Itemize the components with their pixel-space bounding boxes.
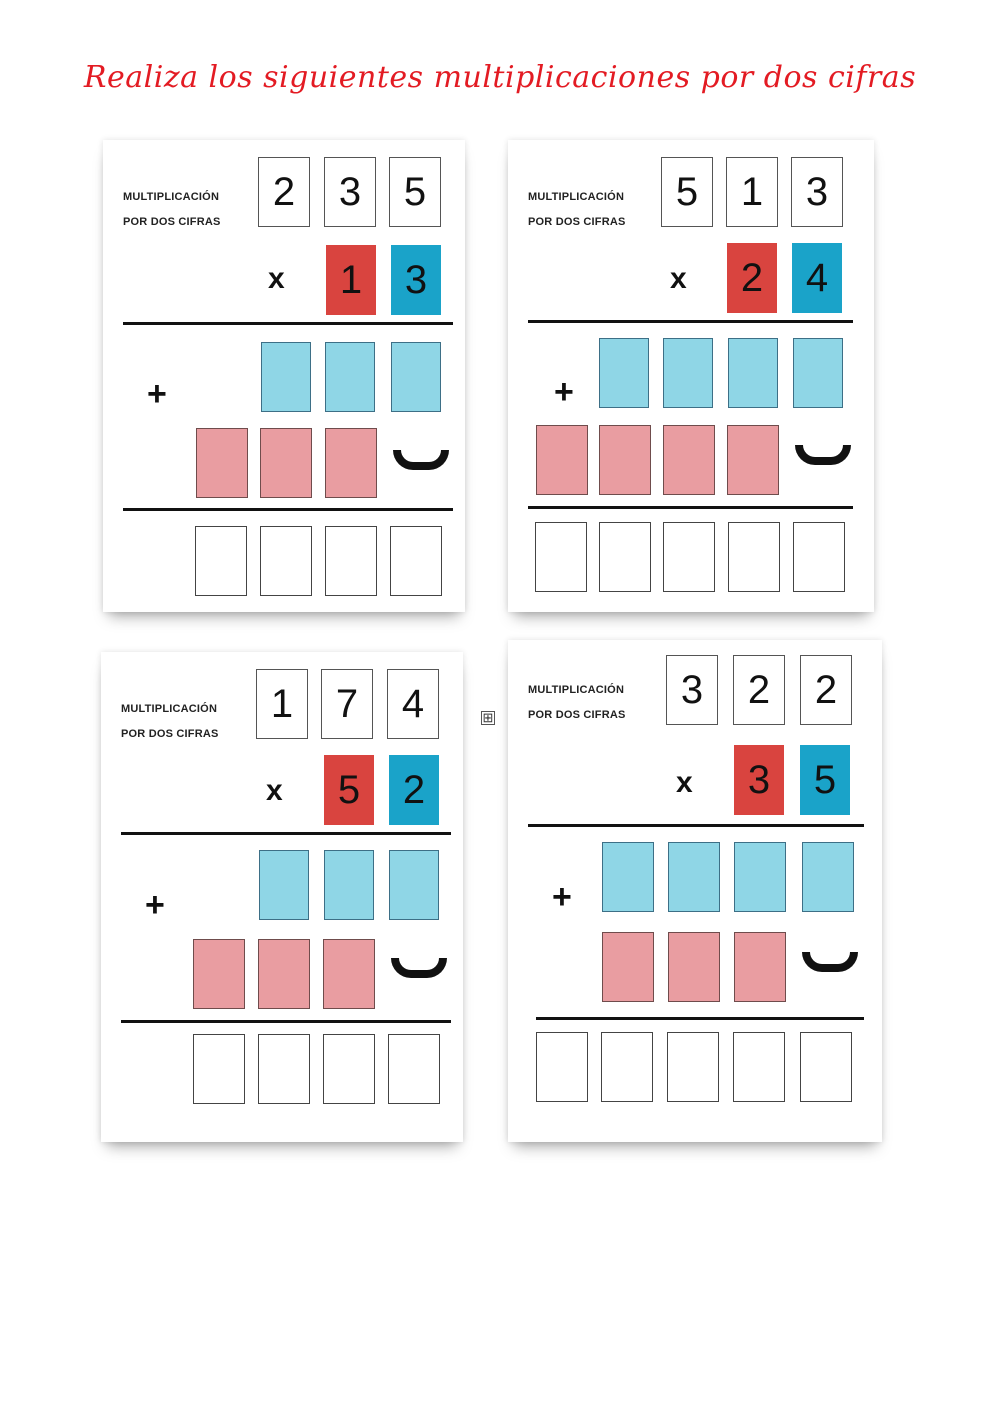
plus-symbol: +	[147, 375, 167, 413]
result-box[interactable]	[390, 526, 442, 596]
partial-1-box[interactable]	[389, 850, 439, 920]
partial-2-box[interactable]	[325, 428, 377, 498]
partial-2-box[interactable]	[536, 425, 588, 495]
times-symbol: x	[676, 766, 693, 799]
result-box[interactable]	[728, 522, 780, 592]
result-box[interactable]	[599, 522, 651, 592]
partial-1-box[interactable]	[599, 338, 649, 408]
exercise-label: MULTIPLICACIÓN POR DOS CIFRAS	[123, 191, 221, 228]
partial-2-box[interactable]	[668, 932, 720, 1002]
multiplicand-hundreds: 5	[661, 157, 713, 227]
partial-1-box[interactable]	[668, 842, 720, 912]
plus-symbol: +	[145, 886, 165, 924]
multiplier-units: 5	[800, 745, 850, 815]
placeholder-smile-icon	[795, 445, 851, 465]
multiplicand-hundreds: 3	[666, 655, 718, 725]
placeholder-smile-icon	[391, 958, 447, 978]
partial-1-box[interactable]	[325, 342, 375, 412]
partial-2-box[interactable]	[599, 425, 651, 495]
multiplicand-tens: 1	[726, 157, 778, 227]
partial-2-box[interactable]	[734, 932, 786, 1002]
plus-symbol: +	[552, 878, 572, 916]
result-box[interactable]	[388, 1034, 440, 1104]
divider-line	[121, 1020, 451, 1023]
multiplier-units: 2	[389, 755, 439, 825]
multiplicand-hundreds: 2	[258, 157, 310, 227]
partial-1-box[interactable]	[391, 342, 441, 412]
result-box[interactable]	[193, 1034, 245, 1104]
divider-line	[528, 320, 853, 323]
partial-1-box[interactable]	[324, 850, 374, 920]
multiplicand-units: 3	[791, 157, 843, 227]
multiplicand-hundreds: 1	[256, 669, 308, 739]
partial-2-box[interactable]	[323, 939, 375, 1009]
partial-2-box[interactable]	[260, 428, 312, 498]
exercise-label: MULTIPLICACIÓN POR DOS CIFRAS	[528, 684, 626, 721]
result-box[interactable]	[663, 522, 715, 592]
multiplier-tens: 1	[326, 245, 376, 315]
result-box[interactable]	[325, 526, 377, 596]
result-box[interactable]	[793, 522, 845, 592]
multiplier-units: 4	[792, 243, 842, 313]
partial-2-box[interactable]	[258, 939, 310, 1009]
partial-2-box[interactable]	[196, 428, 248, 498]
result-box[interactable]	[733, 1032, 785, 1102]
multiplicand-tens: 2	[733, 655, 785, 725]
times-symbol: x	[266, 774, 283, 807]
partial-2-box[interactable]	[663, 425, 715, 495]
expand-icon[interactable]: ⊞	[482, 710, 494, 725]
partial-1-box[interactable]	[728, 338, 778, 408]
result-box[interactable]	[536, 1032, 588, 1102]
divider-line	[123, 322, 453, 325]
partial-1-box[interactable]	[259, 850, 309, 920]
divider-line	[528, 506, 853, 509]
placeholder-smile-icon	[802, 952, 858, 972]
result-box[interactable]	[535, 522, 587, 592]
partial-2-box[interactable]	[727, 425, 779, 495]
divider-line	[528, 824, 864, 827]
partial-2-box[interactable]	[602, 932, 654, 1002]
multiplicand-tens: 7	[321, 669, 373, 739]
times-symbol: x	[268, 262, 285, 295]
divider-line	[123, 508, 453, 511]
result-box[interactable]	[323, 1034, 375, 1104]
partial-1-box[interactable]	[663, 338, 713, 408]
times-symbol: x	[670, 262, 687, 295]
result-box[interactable]	[258, 1034, 310, 1104]
multiplicand-units: 2	[800, 655, 852, 725]
exercise-card-3	[101, 652, 463, 1142]
partial-1-box[interactable]	[793, 338, 843, 408]
exercise-card-1	[103, 140, 465, 612]
exercise-label: MULTIPLICACIÓN POR DOS CIFRAS	[528, 191, 626, 228]
partial-1-box[interactable]	[734, 842, 786, 912]
partial-1-box[interactable]	[802, 842, 854, 912]
multiplier-tens: 3	[734, 745, 784, 815]
result-box[interactable]	[260, 526, 312, 596]
result-box[interactable]	[195, 526, 247, 596]
multiplicand-units: 5	[389, 157, 441, 227]
partial-1-box[interactable]	[602, 842, 654, 912]
result-box[interactable]	[667, 1032, 719, 1102]
multiplier-tens: 2	[727, 243, 777, 313]
partial-2-box[interactable]	[193, 939, 245, 1009]
plus-symbol: +	[554, 373, 574, 411]
multiplier-tens: 5	[324, 755, 374, 825]
multiplier-units: 3	[391, 245, 441, 315]
result-box[interactable]	[800, 1032, 852, 1102]
exercise-card-2	[508, 140, 874, 612]
divider-line	[121, 832, 451, 835]
multiplicand-units: 4	[387, 669, 439, 739]
page-title: Realiza los siguientes multiplicaciones por dos cifras	[83, 60, 917, 95]
result-box[interactable]	[601, 1032, 653, 1102]
exercise-label: MULTIPLICACIÓN POR DOS CIFRAS	[121, 703, 219, 740]
divider-line	[536, 1017, 864, 1020]
placeholder-smile-icon	[393, 450, 449, 470]
exercise-card-4	[508, 640, 882, 1142]
partial-1-box[interactable]	[261, 342, 311, 412]
multiplicand-tens: 3	[324, 157, 376, 227]
